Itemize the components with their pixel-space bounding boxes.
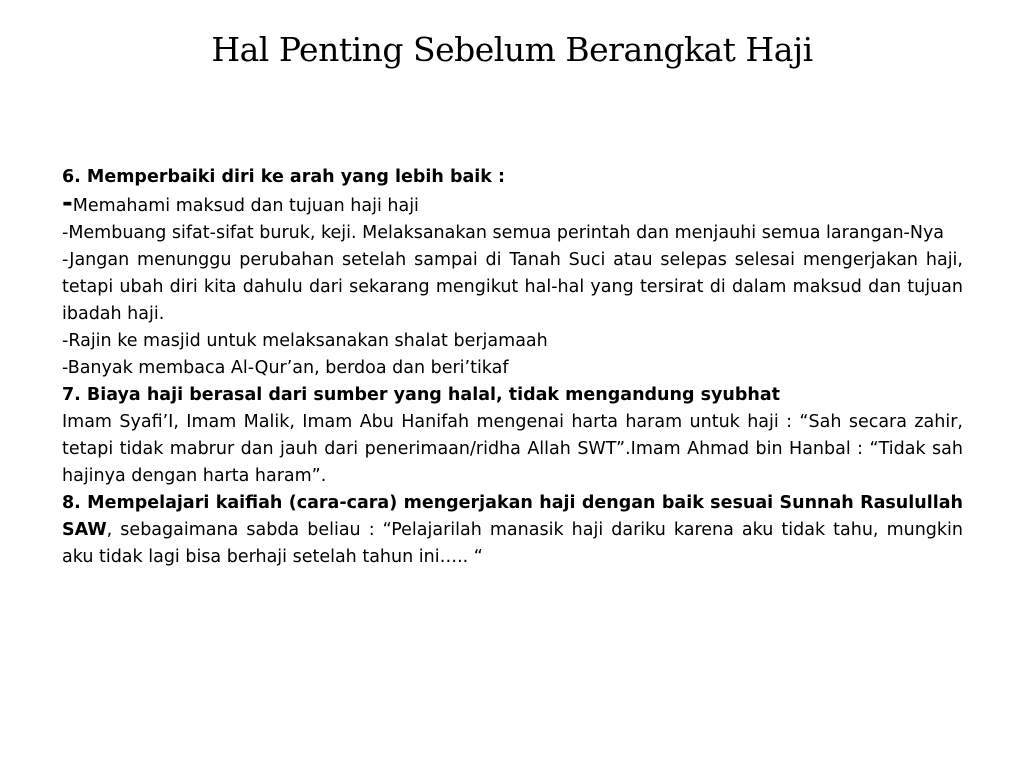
section-6-heading: 6. Memperbaiki diri ke arah yang lebih baik : — [62, 167, 506, 187]
section-6-item-3: -Jangan menunggu perubahan setelah sampai di Tanah Suci atau selepas selesai mengerjakan haji, tetapi ubah diri kita dahulu dari sekarang mengikut hal-hal yang tersirat di dalam maksud dan tujuan ibadah haji. — [62, 250, 963, 324]
section-6-item-5: -Banyak membaca Al-Qur’an, berdoa dan beri’tikaf — [62, 358, 509, 378]
section-6-item-2: -Membuang sifat-sifat buruk, keji. Melaksanakan semua perintah dan menjauhi semua larangan-Nya — [62, 223, 945, 243]
section-8-text: , sebagaimana sabda beliau : “Pelajarilah manasik haji dariku karena aku tidak tahu, mungkin aku tidak lagi bisa berhaji setelah tahun ini….. “ — [62, 520, 963, 567]
section-6-item-4: -Rajin ke masjid untuk melaksanakan shalat berjamaah — [62, 331, 548, 351]
slide-title: Hal Penting Sebelum Berangkat Haji — [211, 30, 813, 69]
section-6-item-1 — [62, 188, 963, 220]
section-8-heading: 8. Mempelajari kaifiah (cara-cara) mengerjakan haji dengan baik sesuai Sunnah Rasulullah SAW — [62, 493, 963, 540]
slide-body — [62, 164, 963, 571]
section-7-text: Imam Syafi’I, Imam Malik, Imam Abu Hanifah mengenai harta haram untuk haji : “Sah secara zahir, tetapi tidak mabrur dan jauh dari penerimaan/ridha Allah SWT”.Imam Ahmad bin Hanbal : “Tidak sah hajinya dengan harta haram”. — [62, 412, 963, 486]
section-8-paragraph — [62, 490, 963, 571]
section-7-heading: 7. Biaya haji berasal dari sumber yang halal, tidak mengandung syubhat — [62, 385, 781, 405]
section-6-item-1-text: Memahami maksud dan tujuan haji haji — [72, 196, 419, 216]
section-6-item-1-dash: - — [62, 188, 73, 218]
